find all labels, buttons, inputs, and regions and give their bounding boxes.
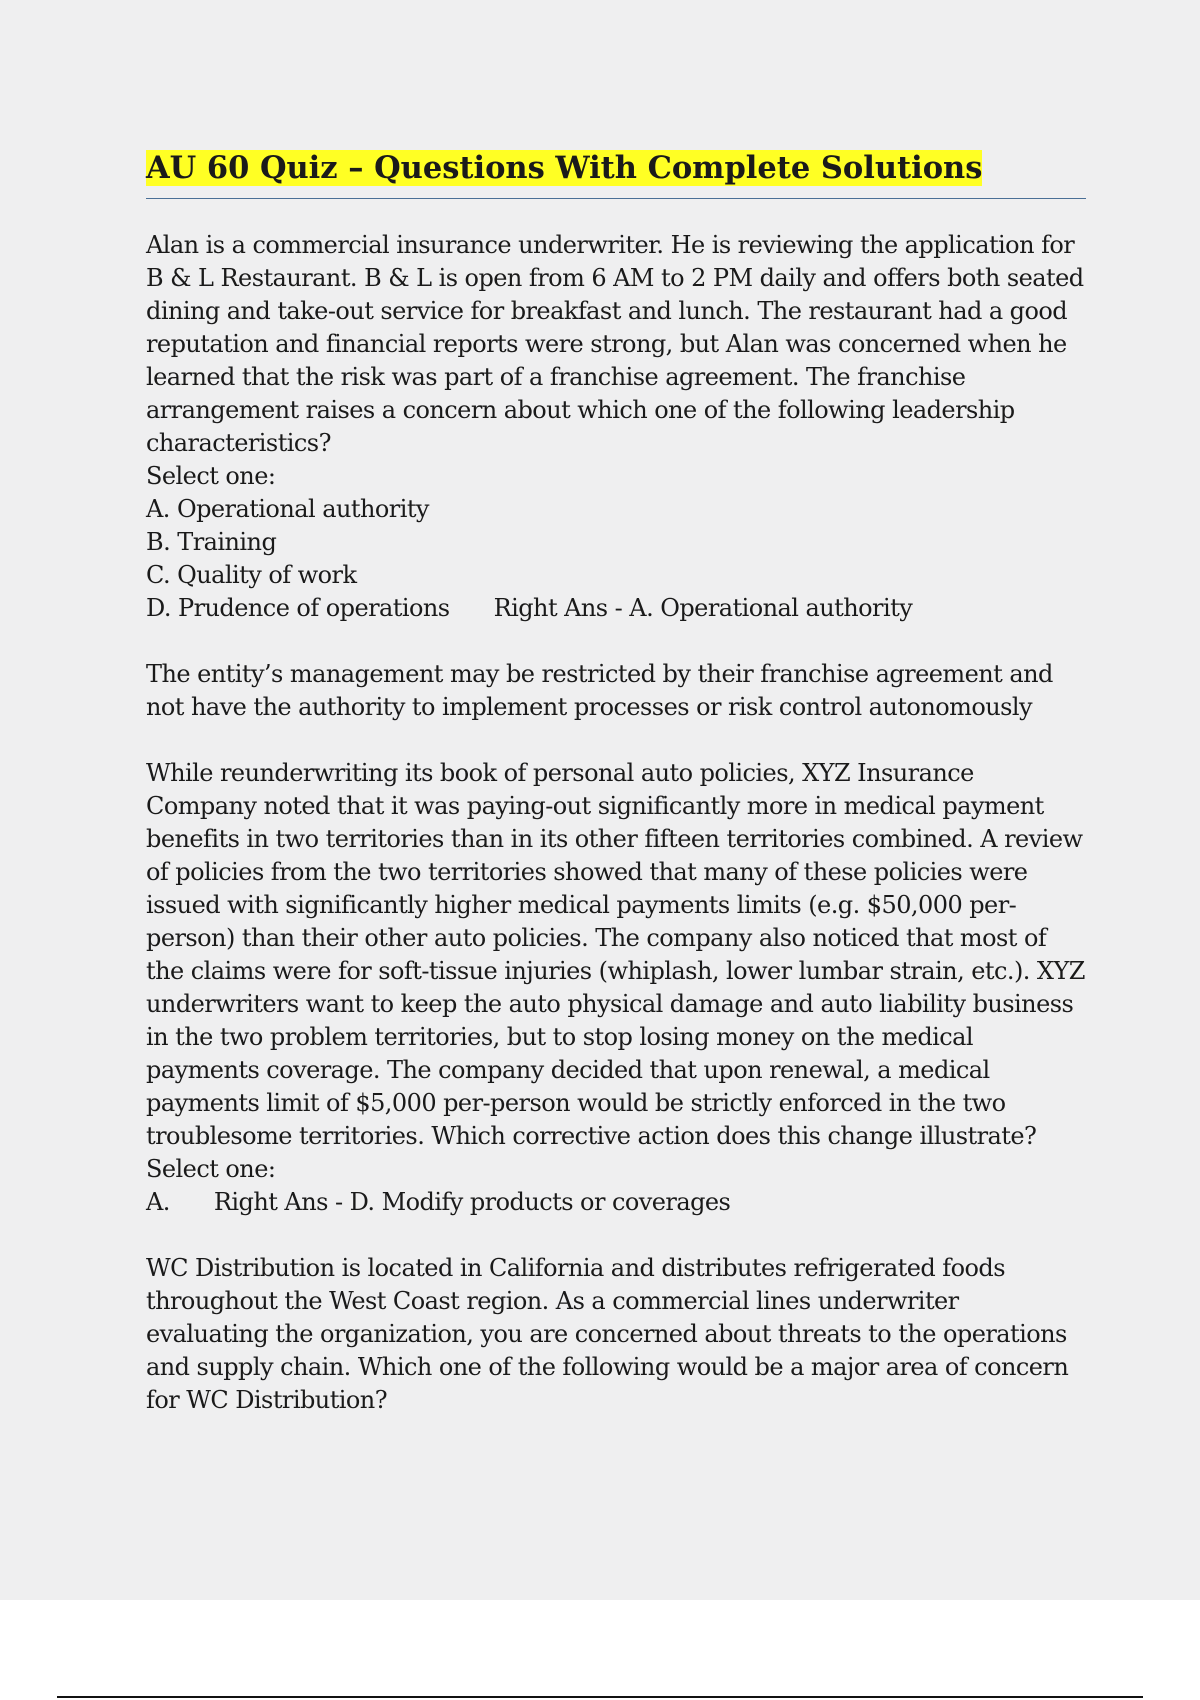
title-block xyxy=(146,146,1086,199)
question-2-select-label: Select one: xyxy=(146,1155,276,1183)
question-1-text: Alan is a commercial insurance underwriter. He is reviewing the application for B & L Restaurant. B & L is open from 6 AM to 2 PM daily and offers both seated dining and take-out service for breakfast and lunch. The restaurant had a good reputation and financial reports were strong, but Alan was concerned when he learned that the risk was part of a franchise agreement. The franchise arrangement raises a concern about which one of the following leadership characteristics? xyxy=(146,231,1084,457)
spacer xyxy=(146,724,1086,757)
page-title: AU 60 Quiz – Questions With Complete Solutions xyxy=(146,150,983,186)
question-1-option-b: B. Training xyxy=(146,528,277,556)
question-1-select-label: Select one: xyxy=(146,462,276,490)
question-1-option-d: D. Prudence of operations xyxy=(146,594,450,622)
question-2-option-a: A. xyxy=(146,1188,170,1216)
question-2-text: While reunderwriting its book of personal auto policies, XYZ Insurance Company noted that it was paying-out significantly more in medical payment benefits in two territories than in its other fifteen territories combined. A review of policies from the two territories showed that many of these policies were issued with significantly higher medical payments limits (e.g. $50,000 per-person) than their other auto policies. The company also noticed that most of the claims were for soft-tissue injuries (whiplash, lower lumbar strain, etc.). XYZ underwriters want to keep the auto physical damage and auto liability business in the two problem territories, but to stop losing money on the medical payments coverage. The company decided that upon renewal, a medical payments limit of $5,000 per-person would be strictly enforced in the two troublesome territories. Which corrective action does this change illustrate? xyxy=(146,759,1085,1150)
question-2-option-row xyxy=(146,1186,1086,1219)
spacer xyxy=(146,625,1086,658)
question-1-option-c: C. Quality of work xyxy=(146,561,357,589)
footer-divider xyxy=(57,1696,1143,1698)
question-1-answer: Right Ans - A. Operational authority xyxy=(493,594,913,622)
question-1-option-a: A. Operational authority xyxy=(146,495,429,523)
question-3-text: WC Distribution is located in California and distributes refrigerated foods throughout the West Coast region. As a commercial lines underwriter evaluating the organization, you are concerned about threats to the operations and supply chain. Which one of the following would be a major area of concern for WC Distribution? xyxy=(146,1254,1069,1414)
question-1-option-d-row xyxy=(146,592,1086,625)
spacer xyxy=(146,1219,1086,1252)
document-content xyxy=(146,146,1086,1417)
question-2-answer: Right Ans - D. Modify products or coverages xyxy=(213,1188,731,1216)
question-1-explanation: The entity’s management may be restricted by their franchise agreement and not have the authority to implement processes or risk control autonomously xyxy=(146,660,1053,721)
